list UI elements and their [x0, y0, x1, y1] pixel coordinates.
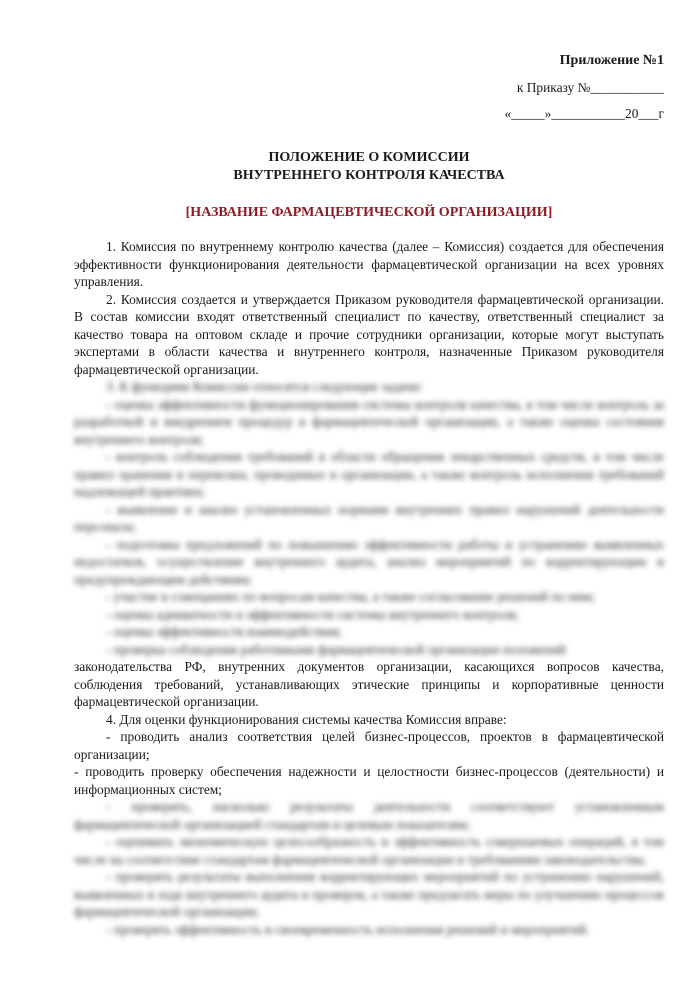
blurred-line: 3. К функциям Комиссии относятся следующие задачи: — [106, 379, 423, 394]
title-line-1: ПОЛОЖЕНИЕ О КОМИССИИ — [268, 149, 470, 165]
paragraph-4-item-2: - проводить проверку обеспечения надежности и целостности бизнес-процессов (деятельности) и информационных систем; — [74, 764, 664, 797]
document-title — [74, 149, 664, 185]
paragraph-1: 1. Комиссия по внутреннему контролю качества (далее – Комиссия) создается для обеспечения эффективности функционирования деятельности фармацевтической организации на всех уровнях управления. — [74, 239, 664, 289]
blurred-line: - проверка соблюдения работниками фармацевтической организации положений — [106, 641, 566, 657]
document-page — [74, 48, 664, 938]
blurred-section-1 — [74, 378, 664, 658]
blurred-line: - выявление и анализ установленных нормами внутренних правил нарушений деятельности персонала; — [74, 501, 664, 534]
blurred-line: - проверять результаты выполнения корректирующих мероприятий по устранению нарушений, выявленных в ходе внутреннего аудита и проверок, а также предлагать меры по улучшению процессов фармацевтической организации; — [74, 869, 664, 919]
title-line-2: ВНУТРЕННЕГО КОНТРОЛЯ КАЧЕСТВА — [233, 167, 505, 183]
blurred-line: - оценивать экономическую целесообразность и эффективность совершаемых операций, в том числе на соответствие стандартам фармацевтической организации и требованиям законодательства; — [74, 834, 664, 867]
appendix-number: Приложение №1 — [559, 53, 664, 68]
blurred-line: - оценка эффективности взаимодействия; — [106, 624, 343, 639]
organization-name-placeholder: [НАЗВАНИЕ ФАРМАЦЕВТИЧЕСКОЙ ОРГАНИЗАЦИИ] — [185, 204, 553, 220]
blurred-line: - подготовка предложений по повышению эффективности работы и устранению выявленных недостатков, осуществление внутреннего аудита, анализ мероприятий по корректирующим и предупреждающим действиям; — [74, 536, 664, 587]
blurred-line: - оценка адекватности и эффективности системы внутреннего контроля; — [106, 606, 519, 622]
blurred-line: - оценка эффективности функционирования системы контроля качества, в том числе контроль за разработкой и внедрением процедур в фармацевтической организации, а также оценка состояния внутреннего контроля; — [74, 396, 664, 447]
blurred-line: - проверять эффективность и своевременность исполнения решений и мероприятий. — [106, 921, 590, 937]
blurred-section-2 — [74, 798, 664, 938]
paragraph-4-item-1: - проводить анализ соответствия целей бизнес-процессов, проектов в фармацевтической организации; — [74, 729, 664, 762]
blurred-line: - участие в совещаниях по вопросам качества, а также согласование решений по ним; — [106, 589, 595, 604]
order-reference: к Приказу №___________ — [516, 79, 664, 95]
order-date-line: «_____»___________20___г — [504, 106, 664, 121]
paragraph-3-tail: законодательства РФ, внутренних документов организации, касающихся вопросов качества, соблюдения требований, устанавливающих этические принципы и корпоративные ценности фармацевтической организации. — [74, 659, 664, 709]
paragraph-4: 4. Для оценки функционирования системы качества Комиссия вправе: — [106, 711, 507, 727]
blurred-line: - контроль соблюдения требований в области обращения лекарственных средств, в том числе правил хранения и перевозки, проводимых в организации, а также контроль исполнения требований надлежащей практики; — [74, 449, 664, 499]
paragraph-2: 2. Комиссия создается и утверждается Приказом руководителя фармацевтической организации. В состав комиссии входят ответственный специалист по качеству, ответственный специалист за качество товара на оптовом складе и прочие сотрудники организации, которые могут выступать экспертами в области качества и внутреннего контроля, назначенные Приказом руководителя фармацевтической организации. — [74, 291, 664, 377]
blurred-line: - проверять, насколько результаты деятельности соответствуют установленным фармацевтической организацией стандартам и целевым показателям; — [74, 799, 664, 832]
